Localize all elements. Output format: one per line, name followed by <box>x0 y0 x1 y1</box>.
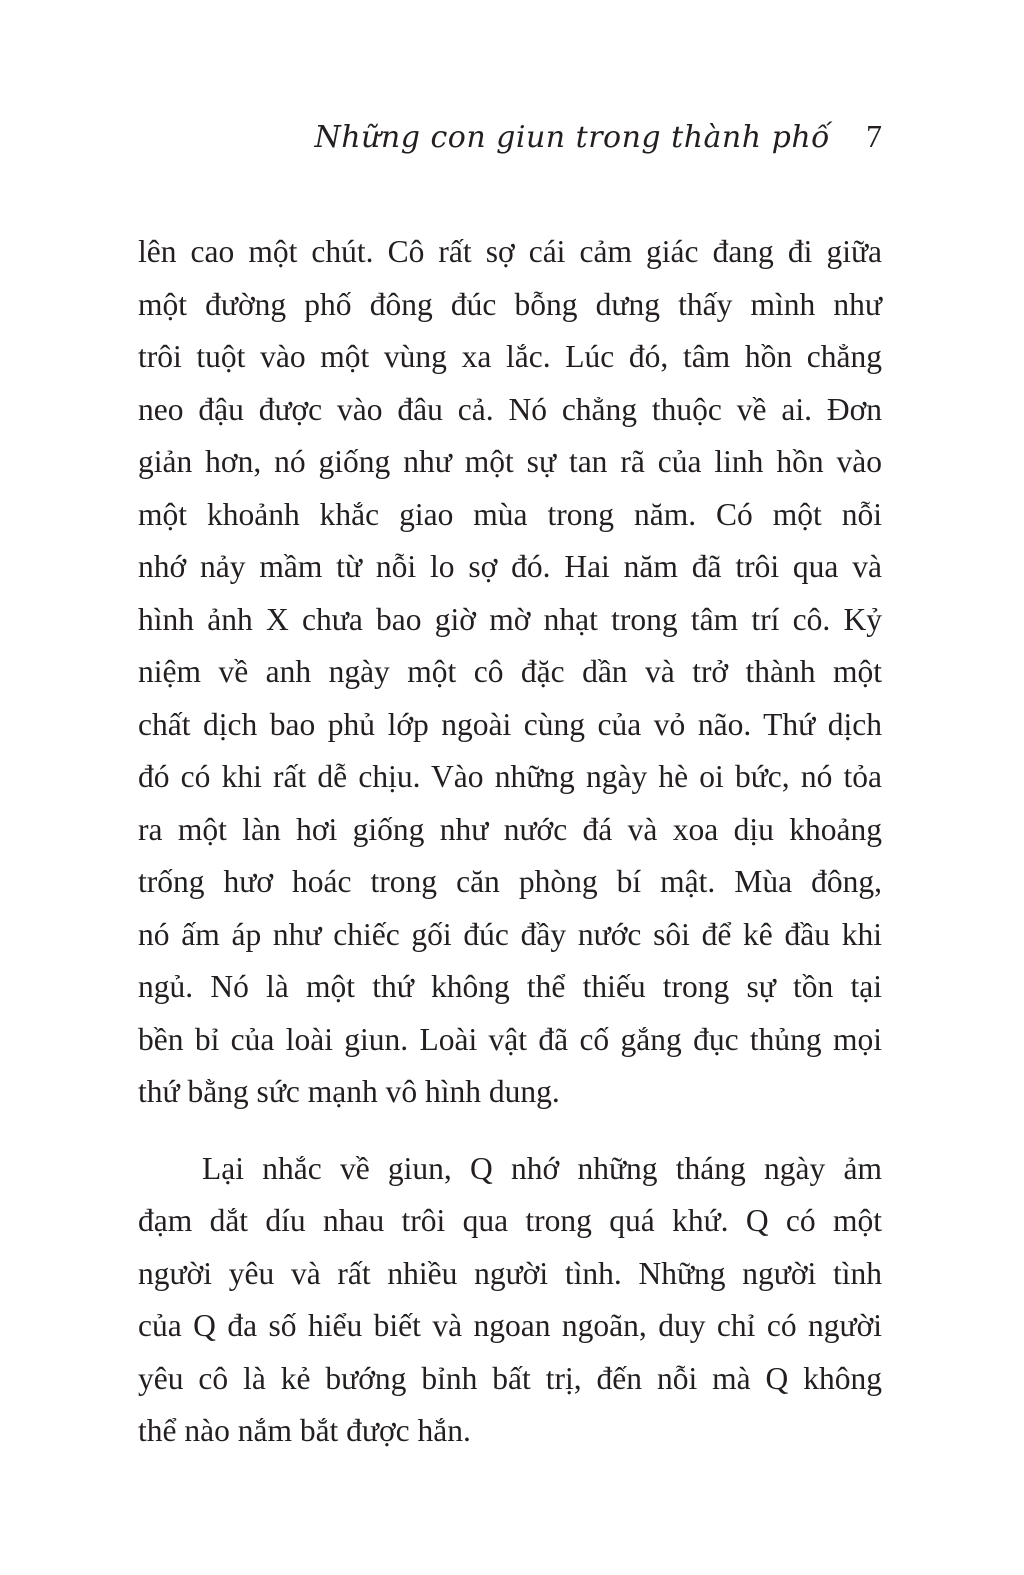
text-line: ra một làn hơi giống như nước đá và xoa dịu khoảng <box>138 811 882 847</box>
text-line: chất dịch bao phủ lớp ngoài cùng của vỏ não. Thứ dịch <box>138 706 882 742</box>
text-line: thứ bằng sức mạnh vô hình dung. <box>138 1074 560 1109</box>
text-line: đó có khi rất dễ chịu. Vào những ngày hè oi bức, nó tỏa <box>138 759 882 794</box>
text-line: nhớ nảy mầm từ nỗi lo sợ đó. Hai năm đã trôi qua và <box>138 549 882 584</box>
text-line: trống hươ hoác trong căn phòng bí mật. Mùa đông, <box>138 864 882 899</box>
text-line: thể nào nắm bắt được hắn. <box>138 1413 471 1448</box>
text-line: Lại nhắc về giun, Q nhớ những tháng ngày ảm <box>202 1150 882 1186</box>
chapter-title: Những con giun trong thành phố <box>314 120 830 155</box>
text-line: một đường phố đông đúc bỗng dưng thấy mình như <box>138 286 882 322</box>
text-line: lên cao một chút. Cô rất sợ cái cảm giác đang đi giữa <box>138 234 882 269</box>
text-line: trôi tuột vào một vùng xa lắc. Lúc đó, tâm hồn chẳng <box>138 339 882 374</box>
body-text <box>138 226 882 1458</box>
text-line: nó ấm áp như chiếc gối đúc đầy nước sôi để kê đầu khi <box>138 916 882 952</box>
page-number: 7 <box>866 118 882 154</box>
text-line: hình ảnh X chưa bao giờ mờ nhạt trong tâm trí cô. Kỷ <box>138 601 882 637</box>
text-line: bền bỉ của loài giun. Loài vật đã cố gắng đục thủng mọi <box>138 1021 882 1057</box>
text-line: neo đậu được vào đâu cả. Nó chẳng thuộc về ai. Đơn <box>138 391 882 427</box>
text-line: người yêu và rất nhiều người tình. Những người tình <box>138 1255 882 1291</box>
text-line: yêu cô là kẻ bướng bỉnh bất trị, đến nỗi mà Q không <box>138 1360 882 1396</box>
paragraph-1 <box>138 226 882 1119</box>
text-line: của Q đa số hiểu biết và ngoan ngoãn, duy chỉ có người <box>138 1308 882 1343</box>
running-header <box>138 118 882 178</box>
text-line: đạm dắt díu nhau trôi qua trong quá khứ. Q có một <box>138 1203 882 1238</box>
text-line: một khoảnh khắc giao mùa trong năm. Có một nỗi <box>138 496 882 532</box>
text-line: ngủ. Nó là một thứ không thể thiếu trong sự tồn tại <box>138 969 882 1004</box>
text-line: niệm về anh ngày một cô đặc dần và trở thành một <box>138 654 882 689</box>
paragraph-2 <box>138 1143 882 1458</box>
text-line: giản hơn, nó giống như một sự tan rã của linh hồn vào <box>138 444 882 479</box>
